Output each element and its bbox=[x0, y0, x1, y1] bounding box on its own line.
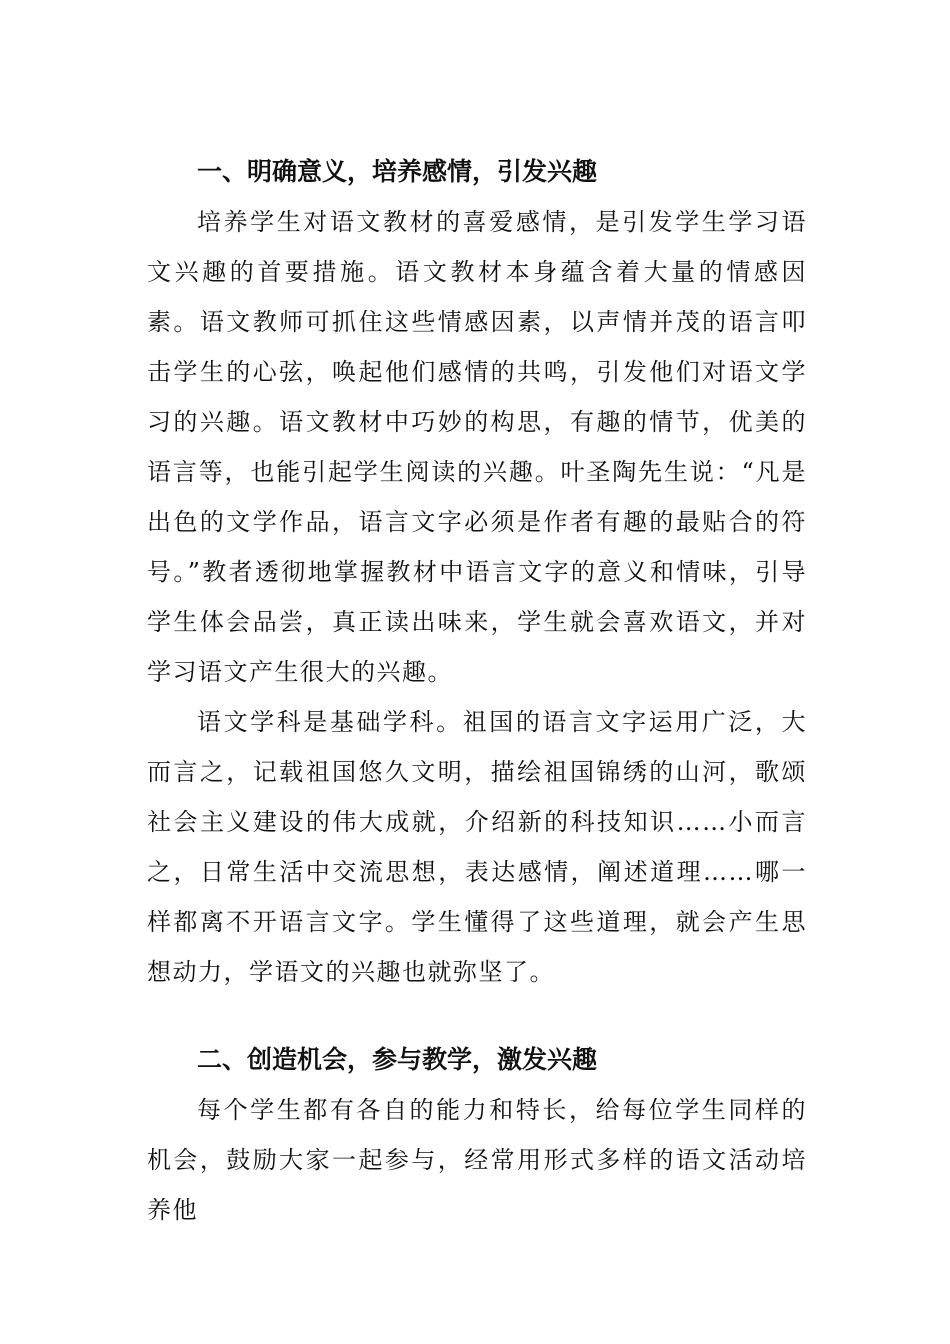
document-body bbox=[147, 147, 807, 1235]
section-gap bbox=[147, 997, 807, 1035]
section-2-heading: 二、创造机会，参与教学，激发兴趣 bbox=[197, 1045, 598, 1074]
section-2-paragraph-1: 每个学生都有各自的能力和特长，给每位学生同样的机会，鼓励大家一起参与，经常用形式多样的语文活动培养他 bbox=[147, 1096, 807, 1224]
section-1-paragraph-2: 语文学科是基础学科。祖国的语言文字运用广泛，大而言之，记载祖国悠久文明，描绘祖国锦绣的山河，歌颂社会主义建设的伟大成就，介绍新的科技知识……小而言之，日常生活中交流思想，表达感情，阐述道理……哪一样都离不开语言文字。学生懂得了这些道理，就会产生思想动力，学语文的兴趣也就弥坚了。 bbox=[147, 708, 807, 986]
section-1-heading: 一、明确意义，培养感情，引发兴趣 bbox=[197, 157, 598, 186]
section-1-paragraph-1: 培养学生对语文教材的喜爱感情，是引发学生学习语文兴趣的首要措施。语文教材本身蕴含着大量的情感因素。语文教师可抓住这些情感因素，以声情并茂的语言叩击学生的心弦，唤起他们感情的共鸣，引发他们对语文学习的兴趣。语文教材中巧妙的构思，有趣的情节，优美的语言等，也能引起学生阅读的兴趣。叶圣陶先生说：“凡是出色的文学作品，语言文字必须是作者有趣的最贴合的符号。”教者透彻地掌握教材中语言文字的意义和情味，引导学生体会品尝，真正读出味来，学生就会喜欢语文，并对学习语文产生很大的兴趣。 bbox=[147, 208, 807, 686]
